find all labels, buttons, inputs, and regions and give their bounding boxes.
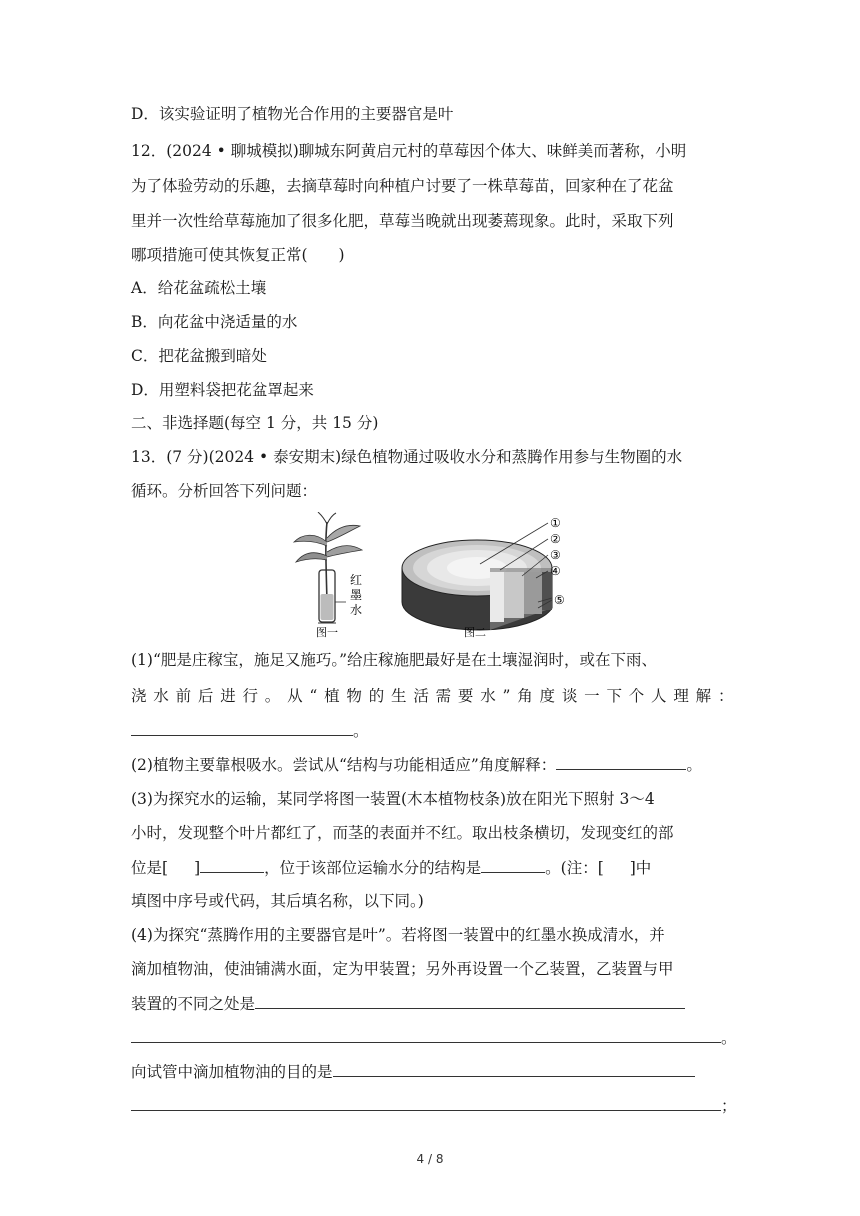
q13-p3-line3: 位是[ ] ，位于该部位运输水分的结构是 。(注：[ ]中 <box>131 859 652 877</box>
q13-p4-line3: 装置的不同之处是 <box>131 993 685 1014</box>
q13-figure <box>290 512 580 642</box>
q12-stem-line4: 哪项措施可使其恢复正常( ) <box>131 246 345 264</box>
fig1-label-1: 红 <box>350 573 363 587</box>
fig2-caption: 图二 <box>464 626 486 639</box>
fig2-label-4: ④ <box>550 564 561 578</box>
q13-p1-line1: (1)“肥是庄稼宝，施足又施巧。”给庄稼施肥最好是在土壤湿润时，或在下雨、 <box>131 651 658 669</box>
q13-stem-line1: 13．(7 分)(2024 • 泰安期末)绿色植物通过吸收水分和蒸腾作用参与生物圈的水 <box>131 448 683 466</box>
fig1-label-3: 水 <box>350 603 363 617</box>
answer-blank-8[interactable] <box>131 1095 721 1111</box>
page-number: 4 / 8 <box>416 1152 444 1166</box>
q13-p1-line3: 。 <box>131 720 369 741</box>
q12-option-c: C．把花盆搬到暗处 <box>131 347 267 365</box>
answer-blank-5[interactable] <box>255 993 685 1009</box>
q13-p1-line2: 浇水前后进行。从“植物的生活需要水”角度谈一下个人理解： <box>131 687 741 705</box>
q13-p4-line1: (4)为探究“蒸腾作用的主要器官是叶”。若将图一装置中的红墨水换成清水，并 <box>131 926 665 944</box>
q13-p3-line1: (3)为探究水的运输，某同学将图一装置(木本植物枝条)放在阳光下照射 3～4 <box>131 790 655 808</box>
q12-stem-line2: 为了体验劳动的乐趣，去摘草莓时向种植户讨要了一株草莓苗，回家种在了花盆 <box>131 177 674 195</box>
answer-blank-3[interactable] <box>200 857 264 873</box>
q12-option-a: A．给花盆疏松土壤 <box>131 279 267 297</box>
q13-p4-line5: 向试管中滴加植物油的目的是 <box>131 1061 695 1082</box>
fig2-label-2: ② <box>550 532 561 546</box>
q13-p4-line4: 。 <box>131 1027 737 1048</box>
q13-p3-line2: 小时，发现整个叶片都红了，而茎的表面并不红。取出枝条横切，发现变红的部 <box>131 824 674 842</box>
plant-stem-diagram <box>290 512 580 642</box>
q12-option-b: B．向花盆中浇适量的水 <box>131 313 298 331</box>
q13-p4-line2: 滴加植物油，使油铺满水面，定为甲装置；另外再设置一个乙装置，乙装置与甲 <box>131 960 674 978</box>
fig2-label-5: ⑤ <box>554 593 565 607</box>
q12-stem-line1: 12．(2024 • 聊城模拟)聊城东阿黄启元村的草莓因个体大、味鲜美而著称，小明 <box>131 142 687 160</box>
fig2-label-3: ③ <box>550 548 561 562</box>
fig2-stem-section <box>402 540 552 630</box>
q13-p4-line6: ； <box>131 1095 737 1116</box>
q12-stem-line3: 里并一次性给草莓施加了很多化肥，草莓当晚就出现萎蔫现象。此时，采取下列 <box>131 212 674 230</box>
answer-blank-7[interactable] <box>333 1061 695 1077</box>
q13-stem-line2: 循环。分析回答下列问题： <box>131 482 318 500</box>
answer-blank-4[interactable] <box>481 857 545 873</box>
answer-blank-2[interactable] <box>556 754 686 770</box>
q13-p2: (2)植物主要靠根吸水。尝试从“结构与功能相适应”角度解释： 。 <box>131 756 702 774</box>
q11-option-d: D．该实验证明了植物光合作用的主要器官是叶 <box>131 105 454 123</box>
fig1-caption: 图一 <box>316 626 338 639</box>
fig2-label-1: ① <box>550 516 561 530</box>
fig1-label-2: 墨 <box>350 588 363 602</box>
answer-blank-6[interactable] <box>131 1027 721 1043</box>
answer-blank-1[interactable] <box>131 720 353 736</box>
q12-option-d: D．用塑料袋把花盆罩起来 <box>131 381 314 399</box>
q13-p3-line4: 填图中序号或代码，其后填名称，以下同。) <box>131 892 424 910</box>
section-title: 二、非选择题(每空 1 分，共 15 分) <box>131 414 379 432</box>
